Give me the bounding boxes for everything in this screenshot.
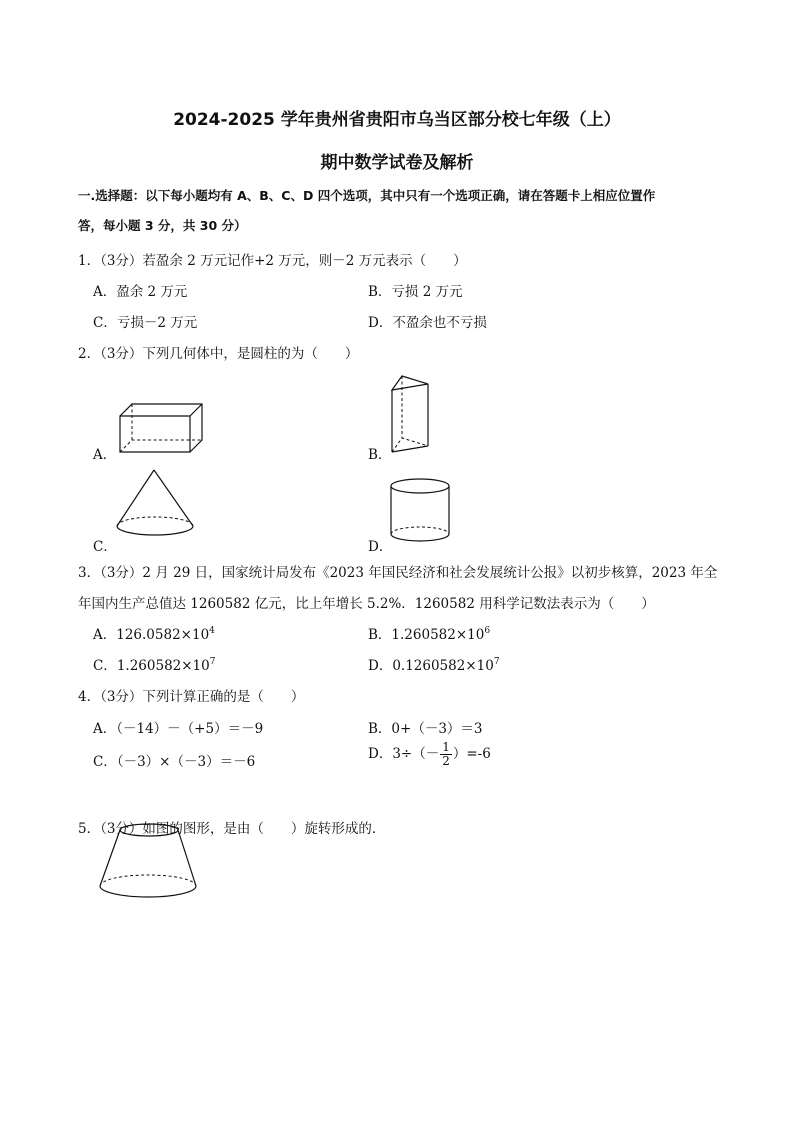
question-3-option-c: C．$1.260582\times 10^7$ (93, 657, 216, 674)
section-heading: 一.选择题：以下每小题均有 A、B、C、D 四个选项，其中只有一个选项正确，请在答题卡上相应位置作 (78, 188, 656, 203)
page-subtitle: 期中数学试卷及解析 (320, 153, 474, 173)
question-1-stem: 1．（3分）若盈余 2 万元记作+2 万元，则－2 万元表示（ ） (78, 253, 467, 269)
question-4-stem: 4．（3分）下列计算正确的是（ ） (78, 689, 305, 705)
question-2-stem: 2．（3分）下列几何体中，是圆柱的为（ ） (78, 346, 359, 362)
question-2-option-d: D． (368, 539, 393, 555)
question-3-option-d: D．$0.1260582\times 10^7$ (368, 657, 500, 674)
cylinder-figure (388, 476, 458, 551)
triangular-prism-figure (385, 368, 445, 463)
question-3-stem-cont: 年国内生产总值达 1260582 亿元，比上年增长 5.2%．1260582 用科学记数法表示为（ ） (78, 596, 655, 612)
cuboid-figure (110, 398, 210, 458)
page-title: 2024-2025 学年贵州省贵阳市乌当区部分校七年级（上） (173, 110, 621, 130)
question-3-option-b: B．$1.260582\times 10^6$ (368, 626, 491, 643)
question-5-stem: 5．（3分）如图的图形，是由（ ）旋转形成的． (78, 821, 386, 837)
question-4-option-c: C．（－3）×（－3）＝－6 (93, 754, 256, 770)
question-4-option-a: A．（－14）－（+5）＝－9 (93, 721, 264, 737)
question-1-option-b: B．亏损 2 万元 (368, 284, 463, 300)
question-3-option-a: A．$126.0582\times 10^4$ (93, 626, 215, 643)
question-2-option-b: B． (368, 447, 392, 463)
question-4-option-b: B．0+（－3）＝3 (368, 721, 483, 737)
fraction: $\frac{1}{2}$ (442, 740, 450, 768)
question-4-option-d: D．3÷（－ $\frac{1}{2}$ ）=-6 (368, 740, 491, 768)
question-2-option-a: A． (93, 447, 117, 463)
question-3-stem: 3．（3分）2 月 29 日，国家统计局发布《2023 年国民经济和社会发展统计公报》以初步核算，2023 年全 (78, 565, 718, 581)
question-2-option-c: C． (93, 539, 117, 555)
frustum-figure (95, 820, 205, 910)
cone-figure (112, 468, 212, 543)
question-1-option-a: A．盈余 2 万元 (93, 284, 188, 300)
question-1-option-c: C．亏损－2 万元 (93, 315, 198, 331)
section-heading-cont: 答，每小题 3 分，共 30 分） (78, 218, 247, 233)
question-1-option-d: D．不盈余也不亏损 (368, 315, 487, 331)
